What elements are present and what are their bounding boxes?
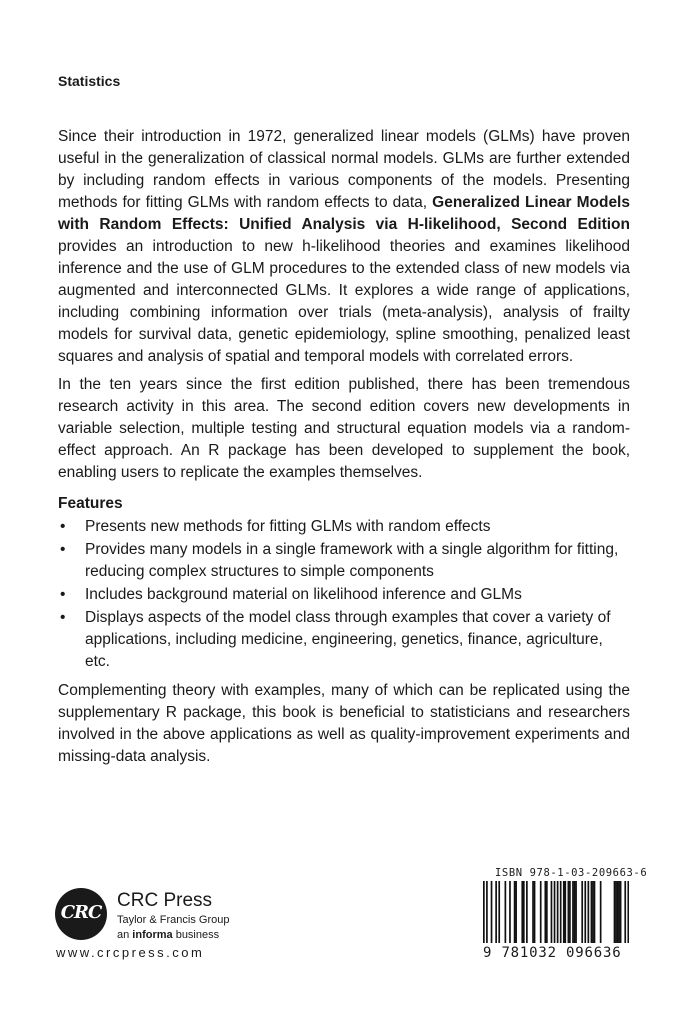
business-suffix: business	[172, 929, 220, 941]
description-paragraph-3: Complementing theory with examples, many of which can be replicated using the supplementary R package, this book is beneficial to statisticians and researchers involved in the above applications as well as quality-improvement experiments and missing-data analysis.	[58, 682, 630, 765]
barcode-bar	[572, 881, 574, 943]
barcode-bar	[532, 881, 534, 943]
barcode-bar	[620, 881, 622, 943]
publisher-website: www.crcpress.com	[56, 945, 205, 960]
barcode-bar	[554, 881, 556, 943]
publisher-name: CRC Press	[117, 890, 213, 911]
description-text: provides an introduction to new h-likelihood theories and examines likelihood inference and the use of GLM procedures to the extended class of new models via augmented and interconnected GLMs. It explores a wide range of applications, including combining information over trials (meta-analysis), analysis of frailty models for survival data, genetic epidemiology, spline smoothing, penalized least squares and analysis of spatial and temporal models with correlated errors.	[58, 238, 630, 365]
crc-logo-icon	[55, 888, 107, 940]
barcode-bar	[523, 881, 525, 943]
logo-mark: CRC	[60, 902, 102, 923]
barcode-bar	[557, 881, 559, 943]
business-prefix: an	[117, 929, 133, 941]
features-heading: Features	[58, 495, 123, 512]
feature-item: • Presents new methods for fitting GLMs with random effects	[58, 516, 630, 538]
barcode-bar	[584, 881, 586, 943]
publisher-business	[117, 929, 219, 941]
ean-number: 9 781032 096636	[483, 945, 622, 961]
barcode-bar	[495, 881, 497, 943]
feature-item: • Displays aspects of the model class through examples that cover a variety of applications, including medicine, engineering, genetics, finance, agriculture, etc.	[58, 607, 630, 673]
barcode-bar	[615, 881, 617, 943]
barcode-bar	[592, 881, 594, 943]
barcode-bar	[540, 881, 542, 943]
publisher-logo	[55, 888, 245, 941]
description-paragraph-1	[58, 126, 630, 368]
barcode-bar	[617, 881, 619, 943]
barcode-bar	[588, 881, 590, 943]
barcode-bar	[551, 881, 553, 943]
publisher-group: Taylor & Francis Group	[117, 914, 230, 926]
description-text: Since their introduction in 1972, generalized linear models (GLMs) have proven useful in the generalization of classical normal models. GLMs are further extended by including random effects in various components of the models. Presenting methods for fitting GLMs with random effects to data,	[58, 128, 630, 211]
barcode-bar	[534, 881, 536, 943]
barcode-bar	[568, 881, 570, 943]
barcode-bar	[581, 881, 583, 943]
isbn-label: ISBN 978-1-03-209663-6	[495, 867, 648, 879]
barcode-bar	[491, 881, 493, 943]
barcode-bar	[544, 881, 546, 943]
barcode-bar	[560, 881, 562, 943]
barcode-bar	[498, 881, 500, 943]
barcode-bar	[515, 881, 517, 943]
barcode-bar	[526, 881, 528, 943]
barcode	[483, 881, 629, 943]
barcode-bar	[618, 881, 620, 943]
description-paragraph-2: In the ten years since the first edition published, there has been tremendous research activity in this area. The second edition covers new developments in variable selection, multiple testing and structural equation models via a random-effect approach. An R package has been developed to supplement the book, enabling users to replicate the examples themselves.	[58, 376, 630, 481]
barcode-bar	[569, 881, 571, 943]
category-label: Statistics	[58, 73, 121, 89]
barcode-bar	[591, 881, 593, 943]
feature-item: • Includes background material on likelihood inference and GLMs	[58, 584, 630, 606]
features-list	[58, 516, 630, 674]
barcode-bar	[514, 881, 516, 943]
barcode-bar	[505, 881, 507, 943]
barcode-bar	[624, 881, 626, 943]
barcode-bar	[575, 881, 577, 943]
barcode-bar	[509, 881, 511, 943]
barcode-bar	[627, 881, 629, 943]
business-brand: informa	[132, 929, 173, 941]
barcode-bar	[614, 881, 616, 943]
barcode-bar	[521, 881, 523, 943]
barcode-bar	[594, 881, 596, 943]
feature-item: • Provides many models in a single framework with a single algorithm for fitting, reducing complex structures to simple components	[58, 539, 630, 583]
barcode-bar	[600, 881, 602, 943]
barcode-bar	[483, 881, 485, 943]
barcode-bar	[546, 881, 548, 943]
barcode-bar	[564, 881, 566, 943]
barcode-bar	[563, 881, 565, 943]
book-title: Generalized Linear Models with Random Effects: Unified Analysis via H-likelihood, Second Edition	[58, 194, 630, 233]
barcode-bar	[574, 881, 576, 943]
barcode-bar	[486, 881, 488, 943]
